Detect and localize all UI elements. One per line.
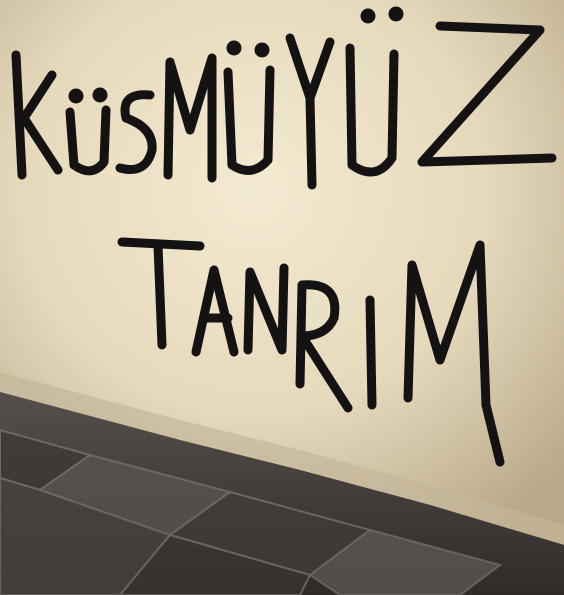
graffiti-line-2 (130, 240, 134, 241)
graffiti-line-1 (10, 40, 16, 41)
